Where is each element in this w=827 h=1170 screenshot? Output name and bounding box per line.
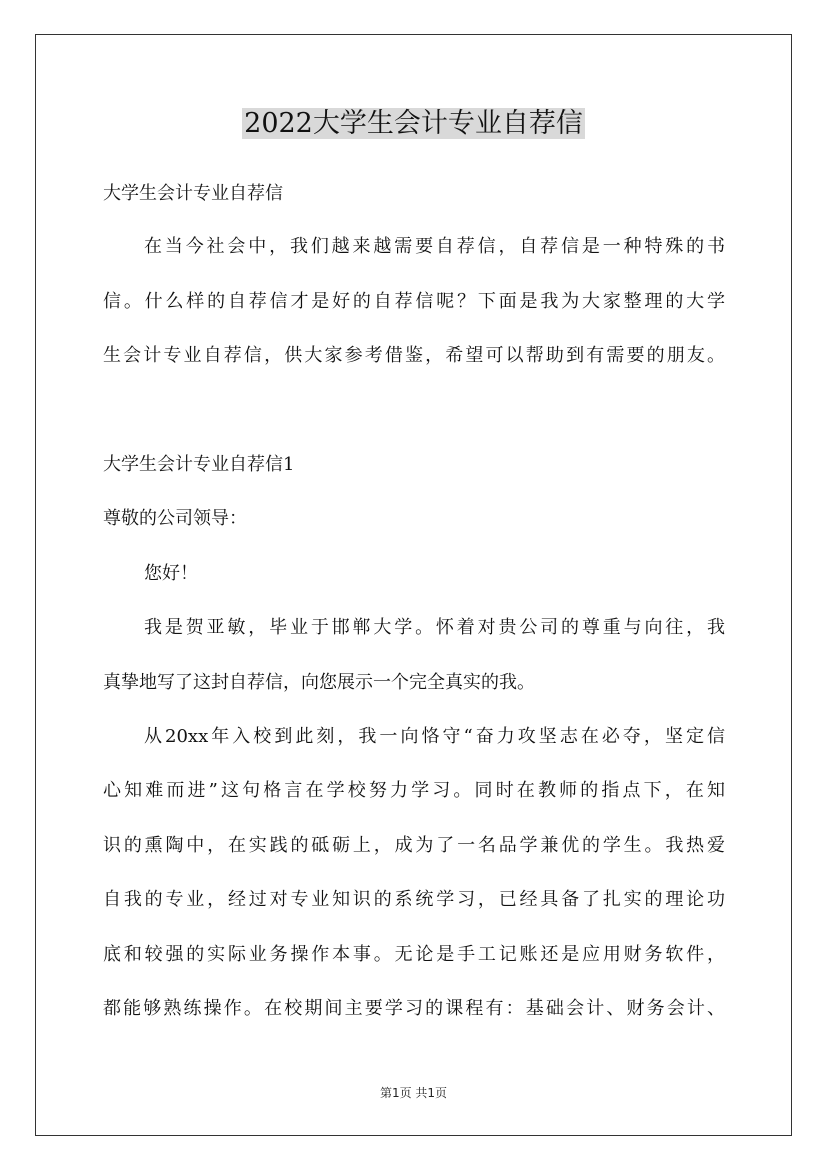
salutation: 尊敬的公司领导： [103, 508, 247, 529]
paragraph-line: 心知难而进”这句格言在学校努力学习。同时在教师的指点下，在知 [103, 780, 725, 801]
paragraph-line: 真挚地写了这封自荐信，向您展示一个完全真实的我。 [103, 672, 535, 693]
paragraph-line: 信。什么样的自荐信才是好的自荐信呢？下面是我为大家整理的大学 [103, 291, 725, 312]
paragraph-line: 在当今社会中，我们越来越需要自荐信，自荐信是一种特殊的书 [144, 236, 725, 257]
paragraph-line: 底和较强的实际业务操作本事。无论是手工记账还是应用财务软件， [103, 944, 725, 965]
letter-heading: 大学生会计专业自荐信1 [103, 454, 295, 475]
document-title-text: 2022大学生会计专业自荐信 [244, 108, 583, 139]
greeting: 您好！ [144, 563, 198, 584]
document-title [0, 104, 827, 144]
paragraph-line: 自我的专业，经过对专业知识的系统学习，已经具备了扎实的理论功 [103, 889, 725, 910]
page-footer: 第1页 共1页 [379, 1086, 448, 1100]
paragraph-line: 我是贺亚敏，毕业于邯郸大学。怀着对贵公司的尊重与向往，我 [144, 617, 725, 638]
paragraph-line: 从20xx年入校到此刻，我一向恪守“奋力攻坚志在必夺，坚定信 [144, 726, 725, 747]
paragraph-line: 生会计专业自荐信，供大家参考借鉴，希望可以帮助到有需要的朋友。 [103, 345, 725, 366]
section-heading: 大学生会计专业自荐信 [103, 183, 283, 204]
paragraph-line: 都能够熟练操作。在校期间主要学习的课程有：基础会计、财务会计、 [103, 998, 725, 1019]
paragraph-line: 识的熏陶中，在实践的砥砺上，成为了一名品学兼优的学生。我热爱 [103, 835, 725, 856]
